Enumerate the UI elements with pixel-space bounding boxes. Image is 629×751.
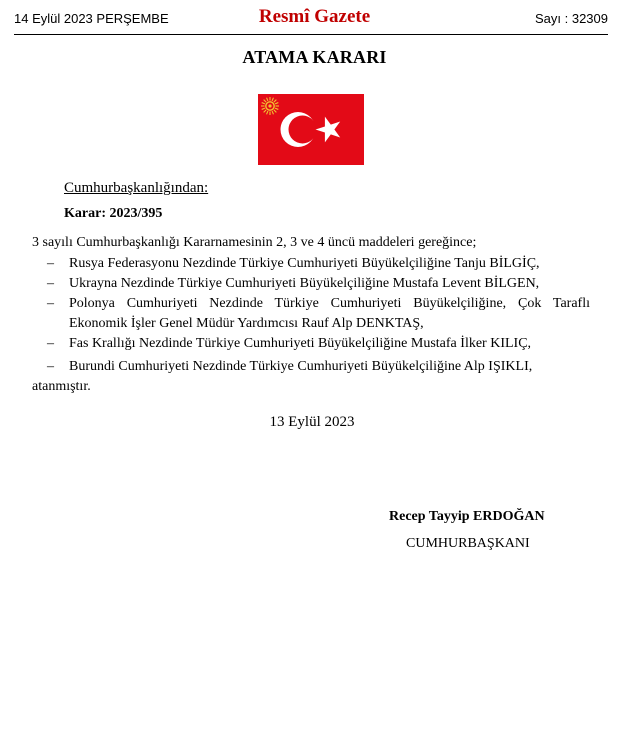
list-item-text: Ukrayna Nezdinde Türkiye Cumhuriyeti Büyükelçiliğine Mustafa Levent BİLGEN, <box>69 276 540 291</box>
issuing-authority: Cumhurbaşkanlığından: <box>64 180 209 196</box>
header-divider <box>14 34 608 35</box>
signer-name: Recep Tayyip ERDOĞAN <box>389 509 545 524</box>
signer-title: CUMHURBAŞKANI <box>406 536 530 551</box>
list-item <box>47 294 590 334</box>
list-dash: – <box>47 256 54 271</box>
list-item-text: Rusya Federasyonu Nezdinde Türkiye Cumhuriyeti Büyükelçiliğine Tanju BİLGİÇ, <box>69 256 540 271</box>
decision-number: Karar: 2023/395 <box>64 206 163 221</box>
header-date: 14 Eylül 2023 PERŞEMBE <box>14 11 169 26</box>
list-item-text-continued: Ekonomik İşler Genel Müdür Yardımcısı Rauf Alp DENKTAŞ, <box>69 316 424 331</box>
decree-closing: atanmıştır. <box>32 379 91 394</box>
flag-crescent-inner <box>289 116 317 144</box>
decree-date: 13 Eylül 2023 <box>269 414 355 430</box>
turkish-flag-icon <box>258 94 364 165</box>
list-dash: – <box>47 276 54 291</box>
list-item-text: Fas Krallığı Nezdinde Türkiye Cumhuriyeti Büyükelçiliğine Mustafa İlker KILIÇ, <box>69 336 532 351</box>
decree-title: ATAMA KARARI <box>242 47 387 67</box>
list-item-text: Polonya Cumhuriyeti Nezdinde Türkiye Cumhuriyeti Büyükelçiliğine, Çok Taraflı <box>69 296 590 311</box>
presidential-sun-emblem-icon <box>261 97 279 115</box>
list-item-text: Burundi Cumhuriyeti Nezdinde Türkiye Cumhuriyeti Büyükelçiliğine Alp IŞIKLI, <box>69 359 533 374</box>
decree-intro: 3 sayılı Cumhurbaşkanlığı Kararnamesinin 2, 3 ve 4 üncü maddeleri gereğince; <box>32 235 477 250</box>
masthead-title: Resmî Gazete <box>258 6 371 27</box>
issue-number: Sayı : 32309 <box>535 11 608 26</box>
list-dash: – <box>47 336 54 351</box>
list-dash: – <box>47 359 54 374</box>
list-dash: – <box>47 296 54 311</box>
